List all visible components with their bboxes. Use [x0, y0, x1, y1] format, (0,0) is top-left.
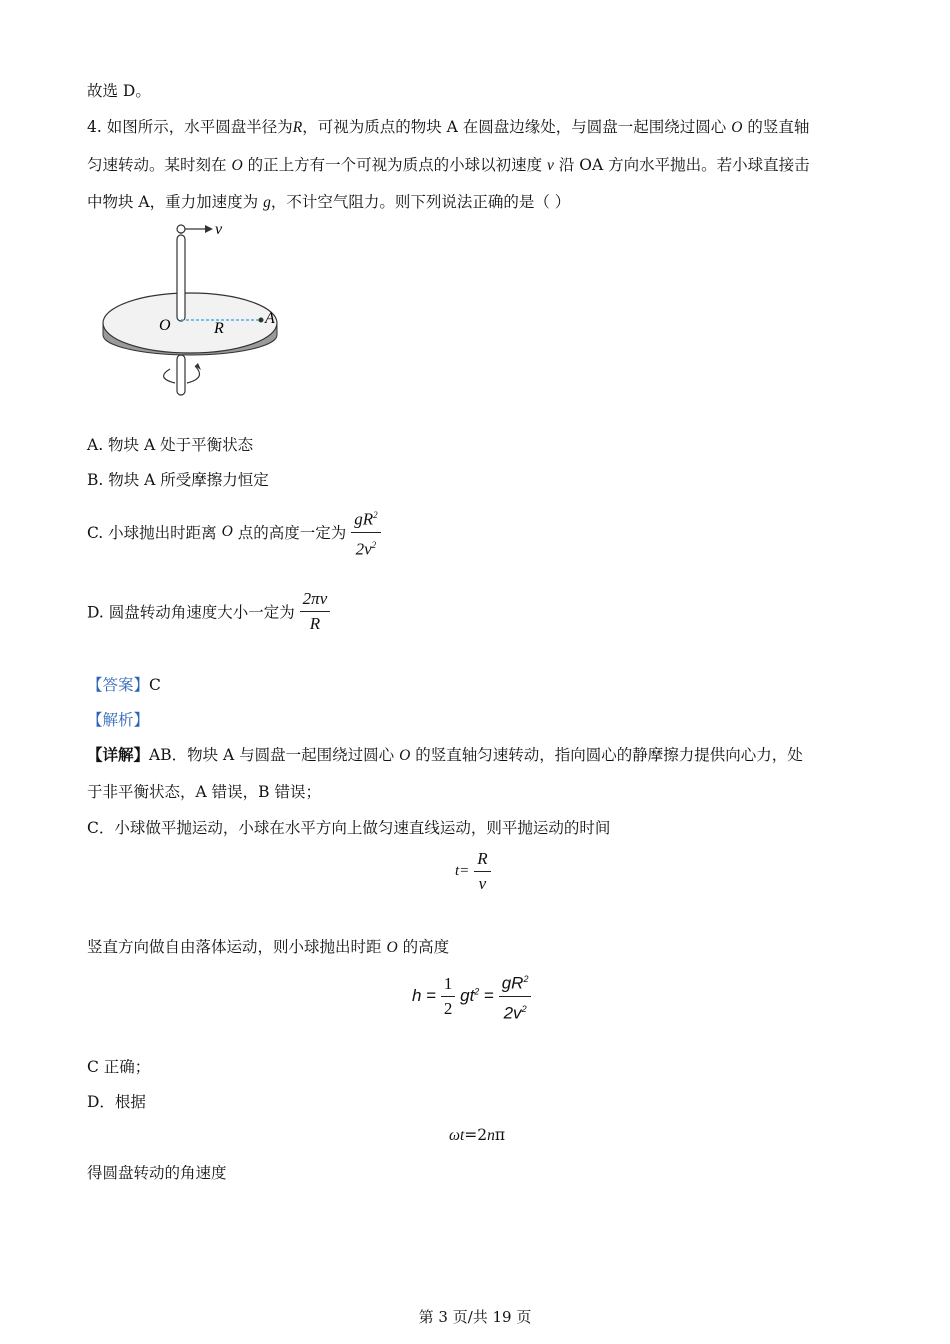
c-text: C. 小球抛出时距离	[87, 524, 217, 543]
eq3-n: n	[487, 1127, 495, 1144]
d-num: 2πv	[300, 588, 331, 612]
equation-h	[412, 968, 531, 1024]
detail-text: 的竖直轴匀速转动，指向圆心的静摩擦力提供向心力，处	[415, 746, 803, 764]
eq2-eq: =	[426, 986, 437, 1006]
option-d-fraction	[300, 588, 331, 635]
eq2-den-sup: 2	[521, 1003, 527, 1014]
label-R: R	[214, 320, 224, 337]
eq2-fraction	[499, 968, 532, 1024]
eq2-half-den: 2	[443, 998, 453, 1018]
c-text: 点的高度一定为	[237, 524, 347, 543]
detail-text: 竖直方向做自由落体运动，则小球抛出时距	[87, 938, 382, 956]
q-text: ，不计空气阻力。则下列说法正确的是（ ）	[270, 193, 571, 211]
eq2-num: gR	[501, 973, 524, 993]
question-line-1	[87, 116, 809, 139]
question-line-3	[87, 191, 570, 214]
detail-label: 【详解】	[87, 745, 150, 764]
eq2-gt-text: gt	[460, 986, 475, 1006]
q-text: 的正上方有一个可视为质点的小球以初速度	[247, 156, 543, 174]
q-var: R	[292, 119, 303, 136]
c-num-sup: 2	[373, 510, 378, 520]
eq2-h: h	[412, 986, 422, 1006]
eq2-gt-sup: 2	[474, 986, 480, 997]
analysis-label	[87, 709, 149, 731]
option-d	[87, 588, 330, 635]
q-text: 沿 OA 方向水平抛出。若小球直接击	[558, 156, 810, 174]
answer-value: C	[149, 676, 161, 694]
detail-line-2: 于非平衡状态，A 错误，B 错误；	[87, 783, 321, 801]
eq1-num: R	[474, 848, 490, 872]
option-b: B. 物块 A 所受摩擦力恒定	[87, 471, 269, 489]
eq1-fraction	[474, 848, 490, 895]
detail-text: AB．物块 A 与圆盘一起围绕过圆心	[149, 746, 395, 764]
q-text: ，可视为质点的物块 A 在圆盘边缘处，与圆盘一起围绕过圆心	[302, 118, 727, 136]
q-text: 匀速转动。某时刻在	[87, 156, 227, 174]
analysis-text: 【解析】	[87, 711, 150, 729]
c-var: O	[221, 523, 233, 541]
eq2-eq: =	[484, 986, 494, 1006]
c-den-sup: 2	[371, 539, 377, 550]
detail-text: 的高度	[402, 938, 450, 956]
equation-t	[455, 848, 491, 895]
detail-line-3: C．小球做平抛运动，小球在水平方向上做匀速直线运动，则平抛运动的时间	[87, 819, 611, 837]
label-v: v	[215, 221, 223, 238]
detail-line-1	[87, 744, 803, 767]
eq3-pi: π	[494, 1126, 506, 1144]
eq1-lhs: t=	[455, 863, 470, 879]
c-den: 2v	[355, 539, 372, 559]
eq2-half-num: 1	[441, 973, 456, 997]
detail-var: O	[399, 747, 411, 764]
equation-omega	[449, 1126, 505, 1145]
eq3-omega: ωt	[449, 1127, 465, 1144]
option-c-fraction	[351, 504, 380, 560]
prev-conclusion: 故选 D。	[87, 82, 151, 100]
option-a: A. 物块 A 处于平衡状态	[87, 436, 254, 454]
detail-line-4	[87, 936, 449, 959]
page-footer: 第 3 页/共 19 页	[418, 1308, 532, 1326]
eq2-gt	[460, 986, 479, 1005]
d-text: D. 圆盘转动角速度大小一定为	[87, 603, 295, 622]
answer-label: 【答案】	[87, 676, 150, 694]
c-num: gR	[354, 509, 374, 529]
eq1-den: v	[478, 874, 487, 893]
q-text: 中物块 A，重力加速度为	[87, 193, 259, 211]
label-A: A	[265, 310, 275, 327]
eq3-rest: =2	[464, 1126, 488, 1144]
eq2-den: 2v	[503, 1003, 522, 1023]
question-line-2	[87, 154, 810, 177]
label-O: O	[159, 317, 171, 334]
detail-line-7: 得圆盘转动的角速度	[87, 1164, 227, 1182]
answer	[87, 674, 161, 696]
q-var: g	[263, 194, 271, 211]
q-var: v	[547, 157, 554, 174]
detail-line-6: D．根据	[87, 1093, 146, 1111]
q-text: 如图所示，水平圆盘半径为	[106, 118, 293, 136]
option-c	[87, 504, 381, 560]
d-den: R	[309, 614, 321, 633]
eq2-half	[441, 973, 456, 1020]
q-text: 的竖直轴	[747, 118, 810, 136]
question-number: 4.	[87, 118, 102, 136]
q-var: O	[231, 157, 243, 174]
detail-var: O	[386, 939, 398, 956]
disk-figure	[95, 220, 295, 405]
q-var: O	[731, 119, 743, 136]
detail-line-5: C 正确；	[87, 1058, 151, 1076]
eq2-num-sup: 2	[523, 974, 529, 984]
